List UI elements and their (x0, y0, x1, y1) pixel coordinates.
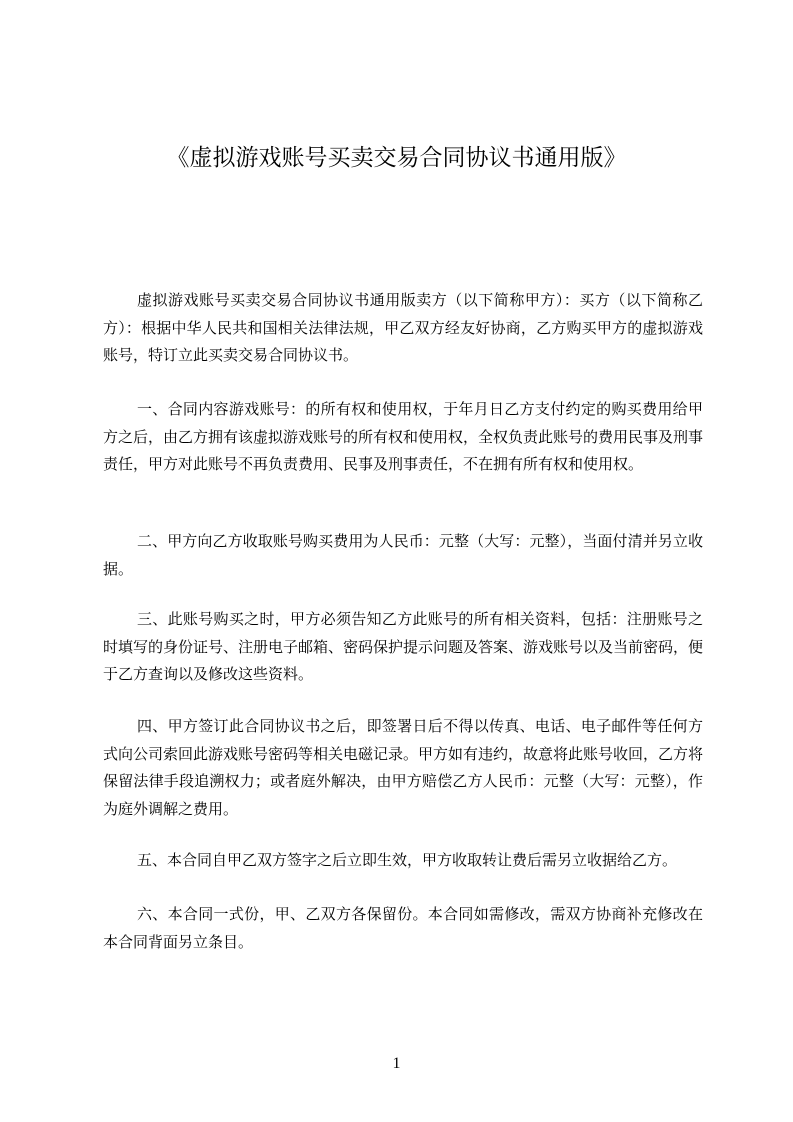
page-number: 1 (392, 1055, 401, 1072)
paragraph-intro: 虚拟游戏账号买卖交易合同协议书通用版卖方（以下简称甲方）：买方（以下简称乙方）：根据中华人民共和国相关法律法规，甲乙双方经友好协商，乙方购买甲方的虚拟游戏账号，特订立此买卖交易合同协议书。 (103, 291, 703, 364)
paragraph-clause-2: 二、甲方向乙方收取账号购买费用为人民币：元整（大写：元整），当面付清并另立收据。 (103, 532, 703, 578)
paragraph-clause-4: 四、甲方签订此合同协议书之后，即签署日后不得以传真、电话、电子邮件等任何方式向公司索回此游戏账号密码等相关电磁记录。甲方如有违约，故意将此账号收回，乙方将保留法律手段追溯权力；或者庭外解决，由甲方赔偿乙方人民币：元整（大写：元整），作为庭外调解之费用。 (103, 717, 704, 818)
paragraph-clause-5: 五、本合同自甲乙双方签字之后立即生效，甲方收取转让费后需另立收据给乙方。 (137, 851, 678, 869)
paragraph-clause-3: 三、此账号购买之时，甲方必须告知乙方此账号的所有相关资料，包括：注册账号之时填写的身份证号、注册电子邮箱、密码保护提示问题及答案、游戏账号以及当前密码，便于乙方查询以及修改这些资料。 (103, 610, 704, 683)
paragraph-clause-6: 六、本合同一式份，甲、乙双方各保留份。本合同如需修改，需双方协商补充修改在本合同背面另立条目。 (103, 905, 703, 951)
paragraph-clause-1: 一、合同内容游戏账号：的所有权和使用权，于年月日乙方支付约定的购买费用给甲方之后，由乙方拥有该虚拟游戏账号的所有权和使用权，全权负责此账号的费用民事及刑事责任，甲方对此账号不再负责费用、民事及刑事责任，不在拥有所有权和使用权。 (103, 400, 704, 473)
document-title: 《虚拟游戏账号买卖交易合同协议书通用版》 (166, 145, 627, 171)
